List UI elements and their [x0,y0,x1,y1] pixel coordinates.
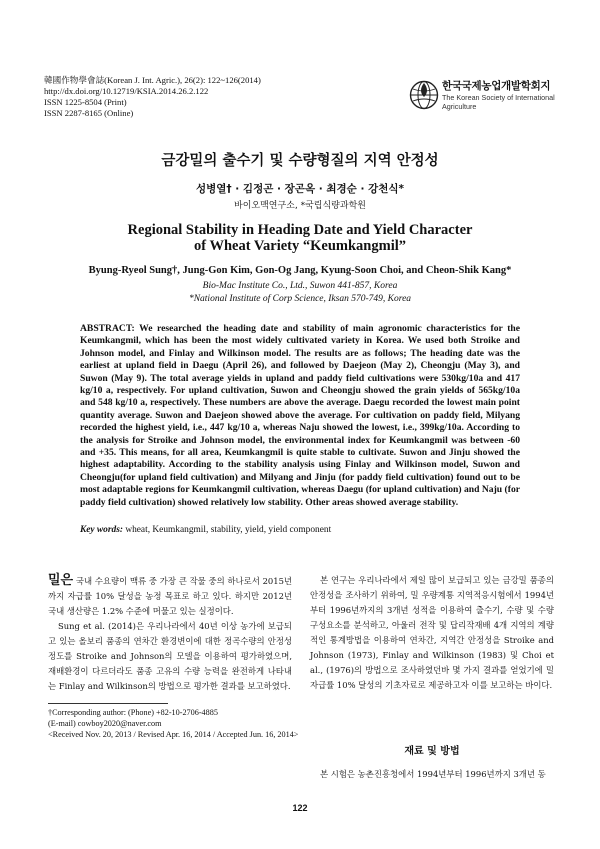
abstract: ABSTRACT: We researched the heading date and stability of main agronomic characteristics for the Keumkangmil, which has been the most widely cultivated variety in Korea. We used both Stroike and Johnson model, and Finlay and Wilkinson model. The results are as follows; The heading date was the earliest at upland field in Daegu (April 26), and followed by Daejeon (May 2), Cheongju (May 3), and Suwon (May 9). The total average yields in upland and paddy field cultivations were 530kg/10a and 417 kg/10 a, respectively. For upland cultivation, Suwon and Cheongju showed the grain yields of 565kg/10a and 548 kg/10 a, respectively. These numbers are above the average. Daegu recorded the lowest main point quantity average. Suwon and Daejeon showed above the average. For cultivation on paddy field, Milyang recorded the highest yield, i.e., 447 kg/10 a, whereas Naju showed the lowest, i.e., 399kg/10a. According to the analysis for Stroike and Johnson model, the environmental index for Keumkangmil was between -60 and +35. This means, for all area, Keumkangmil is quite stable to cultivate. Suwon and Jinju showed the highest adaptability. According to the stability analysis using Finlay and Wilkinson model, Suwon and Cheongju(for upland field cultivation) and Milyang and Jinju (for paddy field cultivation) found out to be most adaptable regions for Keumkangmil cultivation, whereas Daegu (for upland cultivation) and Naju (for paddy field cultivation) showed relatively low stability. Other areas showed average stability. [80,323,520,508]
body-left-column [48,573,292,694]
issn-print: ISSN 1225-8504 (Print) [44,97,127,107]
journal-citation: 韓國作物學會誌(Korean J. Int. Agric.), 26(2): 122~126(2014) [44,75,261,85]
footnote [48,707,308,740]
corresponding-author: †Corresponding author: (Phone) +82-10-2706-4885 [48,708,218,717]
affiliation-kr: 바이오맥연구소, *국립식량과학원 [234,201,366,211]
intro-paragraph-1: 밀은 국내 수요량이 맥류 중 가장 큰 작물 중의 하나로서 2015년까지 자급률 10% 달성을 농정 목표로 하고 있다. 하지만 2012년 국내 생산량은 1.2% 수준에 머물고 있는 실정이다. [48,573,292,616]
intro-paragraph-3: 본 연구는 우리나라에서 제일 많이 보급되고 있는 금강밀 품종의 안정성을 조사하기 위하여, 밀 우량계통 지역적응시험에서 1994년부터 1996년까지의 3개년 성적을 이용하여 출수기, 수량 및 수량구성요소를 분석하고, 아울러 전작 및 답리작재배 4개 지역의 계량적인 통계방법을 이용하여 연차간, 지역간 안정성을 Stroike and Johnson (1973), Finlay and Wilkinson (1983) 및 Choi et al., (1976)의 방법으로 조사하였던바 몇 가지 결과를 얻었기에 밀 자급률 10% 달성의 기초자료로 제공하고자 이를 보고하는 바이다. [310,575,554,690]
authors-kr: 성병열† · 김정곤 · 장곤옥 · 최경순 · 강천식* [195,183,405,195]
page-number: 122 [292,803,308,813]
issn-online: ISSN 2287-8165 (Online) [44,108,134,118]
methods-paragraph: 본 시험은 농촌진흥청에서 1994년부터 1996년까지 3개년 동 [320,769,546,779]
section-heading-methods: 재료 및 방법 [404,746,460,757]
keywords-label: Key words: [80,525,123,535]
affiliation-en: Bio-Mac Institute Co., Ltd., Suwon 441-857, Korea *National Institute of Corp Science, Iksan 570-749, Korea [188,281,412,304]
society-name-en: The Korean Society of International Agriculture [442,93,555,111]
received-dates: <Received Nov. 20, 2013 / Revised Apr. 16, 2014 / Accepted Jun. 16, 2014> [48,730,299,739]
society-logo [409,76,559,118]
dropcap: 밀은 [48,573,74,588]
footnote-rule [48,703,168,704]
society-name-kr: 한국국제농업개발학회지 [442,80,551,92]
authors-en: Byung-Ryeol Sung†, Jung-Gon Kim, Gon-Og Jang, Kyung-Soon Choi, and Cheon-Shik Kang* [88,265,512,276]
globe-emblem-icon [409,80,439,110]
paper-title-kr: 금강밀의 출수기 및 수량형질의 지역 안정성 [161,153,439,169]
doi-link[interactable]: http://dx.doi.org/10.12719/KSIA.2014.26.2.122 [44,86,209,96]
intro-paragraph-2: Sung et al. (2014)은 우리나라에서 40년 이상 농가에 보급되고 있는 올보리 품종의 연차간 환경변이에 대한 정곡수량의 안정성 정도를 Stroike and Johnson의 모델을 이용하여 평가하였으며, 재배환경이 다르더라도 품종 고유의 수량 능력을 완전하게 나타내는 Finlay and Wilkinson의 방법으로 평가한 결과를 보고하였다. [48,621,292,691]
journal-header [44,75,261,119]
author-email: (E-mail) cowboy2020@naver.com [48,719,162,728]
paper-title-en: Regional Stability in Heading Date and Yield Character of Wheat Variety “Keumkangmil” [127,222,473,254]
keywords [80,525,520,535]
body-right-column [310,573,554,693]
keywords-list: wheat, Keumkangmil, stability, yield, yield component [125,525,332,535]
